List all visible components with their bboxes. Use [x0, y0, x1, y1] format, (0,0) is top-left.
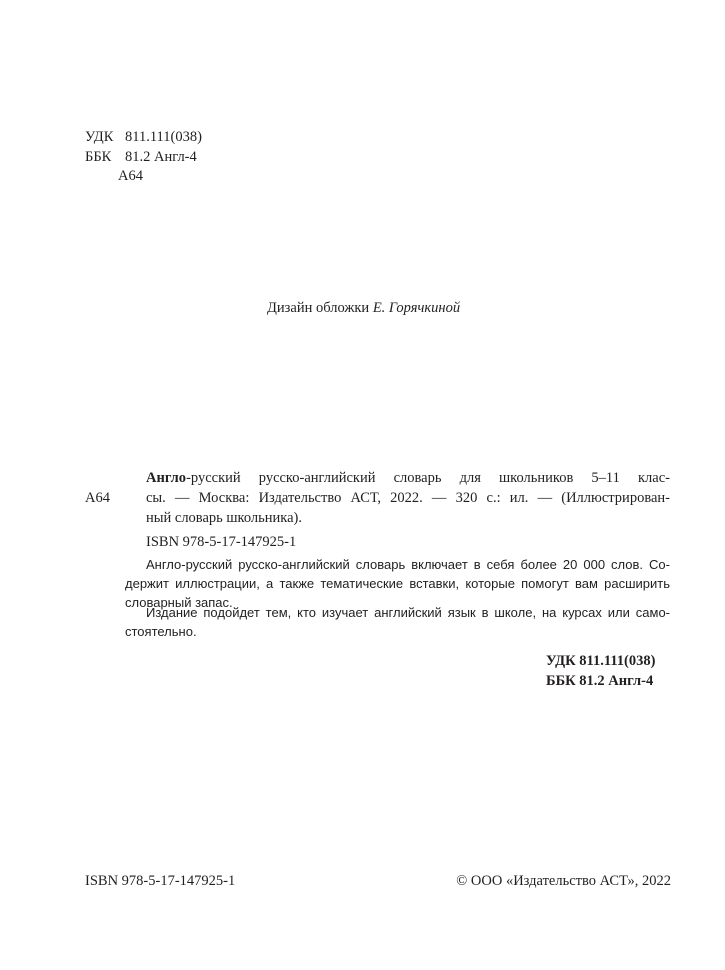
author-mark: А64: [118, 168, 143, 184]
bibliographic-line-3: ный словарь школьника).: [146, 510, 303, 526]
annotation-p1-line-2: держит иллюстрации, а также тематические вставки, которые помогут вам расширить: [125, 576, 670, 591]
bottom-udk: УДК 811.111(038): [546, 653, 656, 669]
udk-value: 811.111(038): [125, 129, 202, 145]
annotation-p2-line-1: Издание подойдет тем, кто изучает английский язык в школе, на курсах или само-: [146, 605, 670, 620]
bibliographic-line-1: [146, 468, 670, 488]
annotation-p2-line-2: стоятельно.: [125, 624, 197, 639]
cover-credit: [267, 298, 460, 318]
udk-label: УДК: [85, 129, 114, 145]
bibliographic-line-1-rest: -русский русско-английский словарь для школьников 5–11 клас-: [186, 470, 670, 486]
annotation-p1-line-3: словарный запас.: [125, 595, 233, 610]
bibliographic-mark: А64: [85, 490, 110, 506]
bottom-bbk: ББК 81.2 Англ-4: [546, 673, 654, 689]
footer-isbn: ISBN 978-5-17-147925-1: [85, 873, 236, 889]
bibliographic-title-bold: Англо: [146, 470, 187, 486]
bibliographic-isbn: ISBN 978-5-17-147925-1: [146, 534, 297, 550]
bibliographic-line-2: сы. — Москва: Издательство АСТ, 2022. — 320 с.: ил. — (Иллюстрирован-: [146, 490, 670, 506]
annotation-p1-line-1: Англо-русский русско-английский словарь включает в себя более 20 000 слов. Со-: [146, 557, 670, 572]
bbk-label: ББК: [85, 149, 112, 165]
bbk-value: 81.2 Англ-4: [125, 149, 197, 165]
cover-credit-name: Е. Горячкиной: [372, 300, 461, 316]
footer-copyright: © ООО «Издательство АСТ», 2022: [456, 873, 671, 889]
cover-credit-prefix: Дизайн обложки: [267, 300, 370, 316]
